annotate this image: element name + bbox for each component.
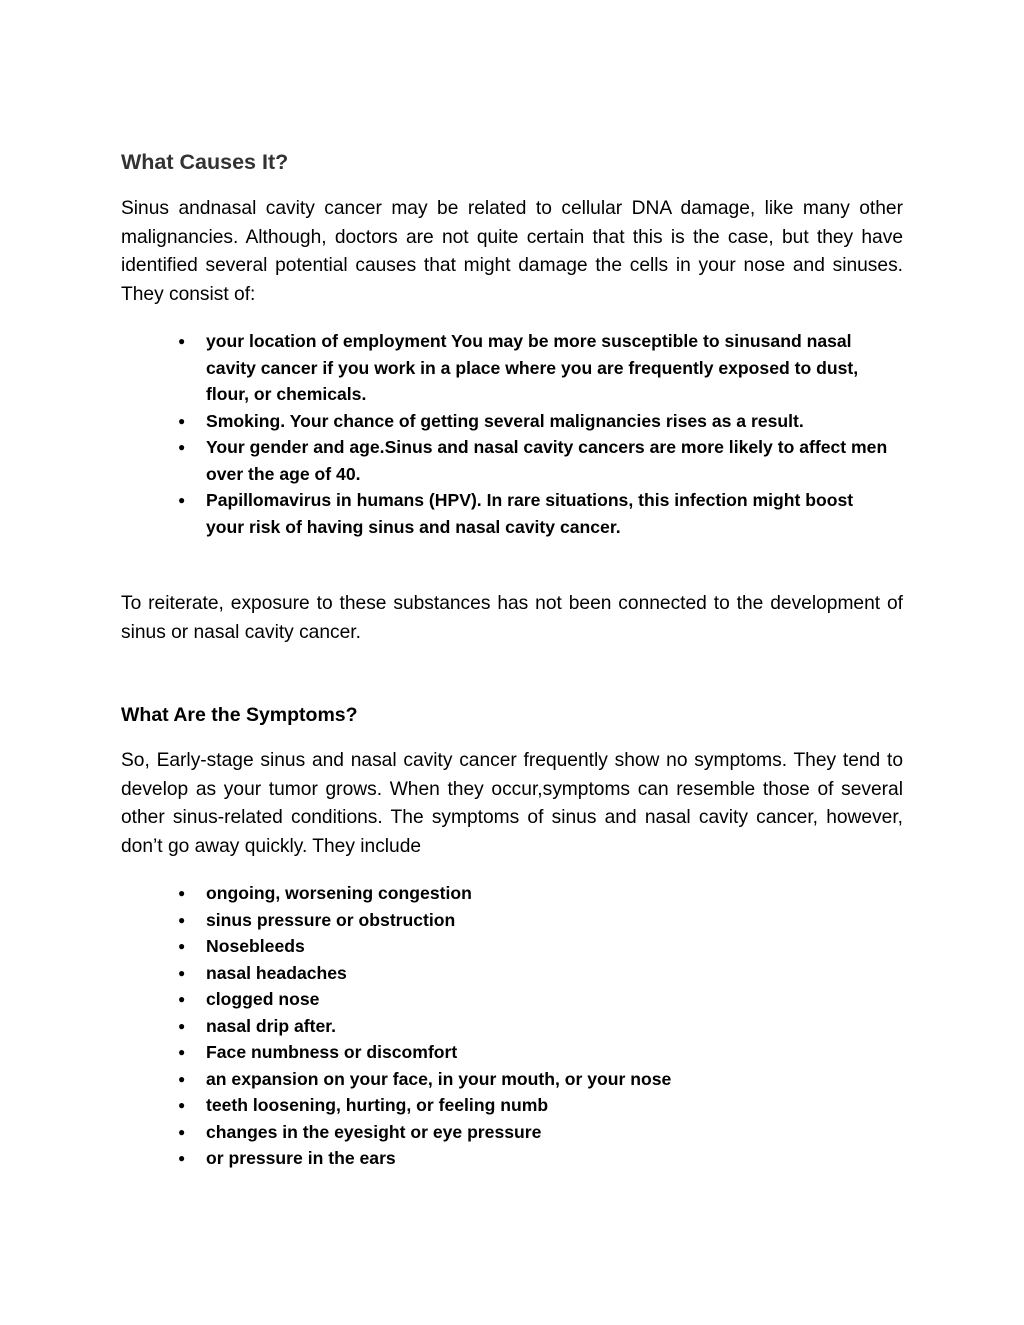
list-item	[121, 408, 903, 435]
bullet-icon: ●	[178, 440, 186, 454]
symptoms-list	[121, 880, 903, 1172]
list-item-text: nasal headaches	[206, 962, 347, 983]
bullet-icon: ●	[178, 939, 186, 953]
list-item-text: Face numbness or discomfort	[206, 1042, 458, 1062]
list-item	[121, 907, 903, 934]
bullet-icon: ●	[178, 886, 186, 900]
bullet-icon: ●	[178, 1151, 186, 1165]
list-item	[121, 328, 903, 408]
list-item	[121, 1145, 903, 1172]
list-item-text: clogged nose	[206, 989, 320, 1009]
list-item-text: or pressure in the ears	[206, 1148, 396, 1168]
causes-list	[121, 328, 903, 540]
list-item-text: Papillomavirus in humans (HPV). In rare situations, this infection might boost your risk of having sinus and nasal cavity cancer.	[206, 490, 854, 537]
bullet-icon: ●	[178, 413, 186, 428]
list-item	[121, 933, 903, 960]
list-item-text: sinus pressure or obstruction	[206, 909, 456, 930]
list-item	[121, 960, 903, 987]
list-item	[121, 1013, 903, 1040]
bullet-icon: ●	[178, 1071, 186, 1086]
list-item-text: Your gender and age.Sinus and nasal cavity cancers are more likely to affect men over the age of 40.	[206, 437, 888, 484]
list-item-text: nasal drip after.	[206, 1015, 337, 1036]
causes-heading: What Causes It?	[121, 150, 289, 174]
bullet-icon: ●	[178, 992, 186, 1006]
bullet-icon: ●	[178, 1124, 186, 1139]
bullet-icon: ●	[178, 493, 186, 507]
bullet-icon: ●	[178, 912, 186, 927]
list-item	[121, 880, 903, 907]
list-item-text: your location of employment You may be more susceptible to sinusand nasal cavity cancer if you work in a place where you are frequently exposed to dust, flour, or chemicals.	[206, 331, 859, 404]
list-item	[121, 1039, 903, 1066]
list-item-text: an expansion on your face, in your mouth, or your nose	[206, 1068, 672, 1089]
list-item-text: ongoing, worsening congestion	[206, 883, 472, 903]
bullet-icon: ●	[178, 334, 186, 348]
symptoms-heading: What Are the Symptoms?	[121, 704, 358, 726]
list-item-text: Nosebleeds	[206, 936, 305, 956]
list-item-text: Smoking. Your chance of getting several malignancies rises as a result.	[206, 410, 804, 431]
bullet-icon: ●	[178, 965, 186, 980]
bullet-icon: ●	[178, 1098, 186, 1112]
list-item-text: teeth loosening, hurting, or feeling numb	[206, 1095, 549, 1115]
bullet-icon: ●	[178, 1045, 186, 1059]
list-item	[121, 434, 903, 487]
list-item	[121, 487, 903, 540]
list-item	[121, 1066, 903, 1093]
list-item-text: changes in the eyesight or eye pressure	[206, 1121, 542, 1142]
list-item	[121, 986, 903, 1013]
list-item	[121, 1092, 903, 1119]
bullet-icon: ●	[178, 1018, 186, 1033]
symptoms-intro-paragraph: So, Early-stage sinus and nasal cavity cancer frequently show no symptoms. They tend to develop as your tumor grows. When they occur,symptoms can resemble those of several other sinus-related conditions. The symptoms of sinus and nasal cavity cancer, however, don’t go away quickly. They include	[121, 750, 903, 858]
causes-intro-paragraph: Sinus andnasal cavity cancer may be related to cellular DNA damage, like many other malignancies. Although, doctors are not quite certain that this is the case, but they have identified several potential causes that might damage the cells in your nose and sinuses. They consist of:	[121, 198, 903, 306]
list-item	[121, 1119, 903, 1146]
causes-conclusion-paragraph: To reiterate, exposure to these substances has not been connected to the development of sinus or nasal cavity cancer.	[121, 593, 903, 643]
